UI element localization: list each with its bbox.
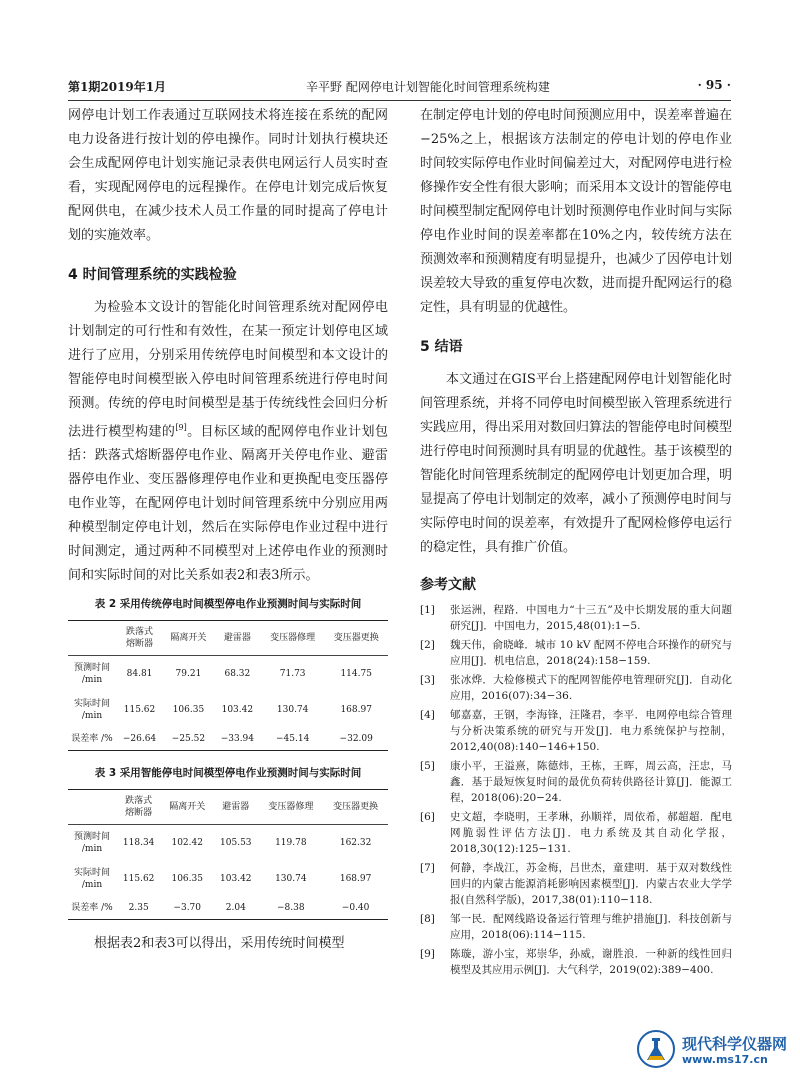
table-cell: 106.35 xyxy=(171,874,203,885)
right-column xyxy=(420,104,732,981)
reference-number: [7] xyxy=(420,862,435,874)
citation-9: [9] xyxy=(175,423,187,432)
section-4-text-a: 为检验本文设计的智能化时间管理系统对配网停电计划制定的可行性和有效性，在某一预定计划停电区域进行了应用，分别采用传统停电时间模型和本文设计的智能停电时间模型嵌入停电时间管理系统进行停电时间预测。传统的停电时间模型是基于传统线性会回归分析法进行模型构建的 xyxy=(68,300,388,440)
reference-number: [6] xyxy=(420,811,435,823)
row-label: 实际时间 /min xyxy=(73,868,110,891)
reference-number: [1] xyxy=(420,604,435,616)
table-cell: 118.34 xyxy=(122,838,155,849)
references-heading: 参考文献 xyxy=(420,577,476,593)
reference-text: 陈璇，游小宝，郑崇华，孙威，谢胜浪．一种新的线性回归模型及其应用示例[J]．大气科学，2019(02):389−400. xyxy=(450,948,732,976)
table-cell: 79.21 xyxy=(175,669,202,680)
table-cell: 102.42 xyxy=(171,838,203,849)
watermark-logo xyxy=(636,1029,800,1079)
table-cell: 114.75 xyxy=(340,669,372,680)
table-cell: 168.97 xyxy=(339,874,372,885)
reference-item xyxy=(420,707,732,755)
table-row xyxy=(68,861,388,897)
table-2-header-cell: 变压器修理 xyxy=(261,621,325,656)
reference-number: [3] xyxy=(420,674,435,686)
reference-item xyxy=(420,911,732,943)
table-cell: −25.52 xyxy=(163,728,214,751)
table-cell: 168.97 xyxy=(340,705,372,716)
table-cell: 115.62 xyxy=(123,705,156,716)
table-cell: −0.40 xyxy=(323,897,388,920)
reference-list xyxy=(420,602,732,978)
closing-paragraph: 根据表2和表3可以得出，采用传统时间模型 xyxy=(94,936,345,952)
watermark-name: 现代科学仪器网 xyxy=(682,1035,788,1053)
reference-text: 魏天伟，俞晓峰．城市 10 kV 配网不停电合环操作的研究与应用[J]．机电信息，2018(24):158−159. xyxy=(450,639,732,667)
table-cell: 106.35 xyxy=(172,705,205,716)
reference-item xyxy=(420,672,732,704)
reference-item xyxy=(420,946,732,978)
table-3-header-cell xyxy=(68,790,116,825)
reference-item xyxy=(420,637,732,669)
reference-number: [4] xyxy=(420,709,435,721)
header-rule xyxy=(68,100,731,101)
watermark-url: www.ms17.cn xyxy=(682,1053,768,1066)
table-cell: 130.74 xyxy=(275,874,307,885)
table-2 xyxy=(68,620,388,751)
table-2-header-cell: 避雷器 xyxy=(214,621,261,656)
running-header xyxy=(68,76,731,96)
table-3-header-cell: 避雷器 xyxy=(213,790,258,825)
reference-text: 史文超，李晓明，王孝琳，孙顺祥，周依希，郝超超．配电网脆弱性评估方法[J]．电力系统及其自动化学报，2018,30(12):125−131. xyxy=(450,811,732,855)
intro-paragraph: 网停电计划工作表通过互联网技术将连接在系统的配网电力设备进行按计划的停电操作。同时计划执行模块还会生成配网停电计划实施记录表供电网运行人员实时查看，实现配网停电的远程操作。在停电计划完成后恢复配网供电，在减少技术人员工作量的同时提高了停电计划的实施效率。 xyxy=(68,108,388,243)
table-cell: 71.73 xyxy=(279,669,306,680)
section-4-paragraph xyxy=(68,296,388,588)
table-cell: −26.64 xyxy=(116,728,163,751)
reference-number: [9] xyxy=(420,948,435,960)
reference-number: [2] xyxy=(420,639,435,651)
table-3-header-cell: 隔离开关 xyxy=(161,790,213,825)
reference-text: 张冰烨．大检修模式下的配网智能停电管理研究[J]．自动化应用，2016(07):34−36. xyxy=(450,674,732,702)
table-cell: 103.42 xyxy=(220,874,252,885)
reference-item xyxy=(420,809,732,857)
table-row xyxy=(68,692,388,728)
table-2-header-cell xyxy=(68,621,116,656)
table-row xyxy=(68,656,388,693)
reference-item xyxy=(420,860,732,908)
row-label: 预测时间 /min xyxy=(73,832,110,855)
table-cell: 119.78 xyxy=(275,838,307,849)
continued-paragraph: 在制定停电计划的停电时间预测应用中，误差率普遍在−25%之上，根据该方法制定的停电计划的停电作业时间较实际停电作业时间偏差过大，对配网停电进行检修操作安全性有很大影响；而采用本文设计的智能停电时间模型制定配网停电计划时预测停电作业时间与实际停电作业时间的误差率都在10%之内，较传统方法在预测效率和预测精度有明显提升，也减少了因停电计划误差较大导致的重复停电次数，进而提升配网运行的稳定性，具有明显的优越性。 xyxy=(420,108,733,315)
reference-number: [8] xyxy=(420,913,435,925)
section-5-paragraph: 本文通过在GIS平台上搭建配网停电计划智能化时间管理系统，并将不同停电时间模型嵌入管理系统进行实践应用，得出采用对数回归算法的智能停电时间模型进行停电时间预测时具有明显的优越性。基于该模型的智能化时间管理系统制定的配网停电计划更加合理，明显提高了停电计划制定的效率，减小了预测停电时间与实际停电时间的误差率，有效提升了配网检修停电运行的稳定性，具有推广价值。 xyxy=(420,372,733,555)
table-3 xyxy=(68,789,388,920)
left-column xyxy=(68,104,388,956)
reference-text: 郇嘉嘉，王钢，李海锋，汪隆君，李平．电网停电综合管理与分析决策系统的研究与开发[J]．电力系统保护与控制，2012,40(08):140−146+150. xyxy=(450,709,732,753)
table-cell: 2.35 xyxy=(116,897,161,920)
table-cell: −45.14 xyxy=(261,728,325,751)
table-3-header-cell: 变压器更换 xyxy=(323,790,388,825)
table-3-caption: 表 3 采用智能停电时间模型停电作业预测时间与实际时间 xyxy=(94,767,362,780)
table-2-caption: 表 2 采用传统停电时间模型停电作业预测时间与实际时间 xyxy=(94,598,362,611)
table-cell: −8.38 xyxy=(258,897,323,920)
reference-item xyxy=(420,758,732,806)
row-label: 误差率 /% xyxy=(68,728,116,751)
section-5-heading: 5 结语 xyxy=(420,339,463,355)
table-cell: 2.04 xyxy=(213,897,258,920)
reference-text: 何静，李战江，苏金梅，吕世杰，童建明．基于双对数线性回归的内蒙古能源消耗影响因素模型[J]．内蒙古农业大学学报(自然科学版)，2017,38(01):110−118. xyxy=(450,862,732,906)
page-number: · 95 · xyxy=(697,78,731,92)
issue-label: 第1期2019年1月 xyxy=(68,80,167,94)
table-3-header-cell: 变压器修理 xyxy=(258,790,323,825)
table-cell: 105.53 xyxy=(220,838,252,849)
table-2-header-row xyxy=(68,621,388,656)
reference-text: 张运洲，程路．中国电力“十三五”及中长期发展的重大问题研究[J]．中国电力，2015,48(01):1−5. xyxy=(450,604,732,632)
table-2-header-cell: 跌落式 熔断器 xyxy=(116,621,163,656)
table-row xyxy=(68,825,388,862)
table-cell: −33.94 xyxy=(214,728,261,751)
reference-text: 邹一民．配网线路设备运行管理与维护措施[J]．科技创新与应用，2018(06):114−115. xyxy=(450,913,732,941)
table-row xyxy=(68,728,388,751)
table-cell: −3.70 xyxy=(161,897,213,920)
table-cell: 84.81 xyxy=(126,669,153,680)
table-3-header-cell: 跌落式 熔断器 xyxy=(116,790,161,825)
flask-logo-icon xyxy=(636,1029,676,1069)
row-label: 误差率 /% xyxy=(68,897,116,920)
section-4-heading: 4 时间管理系统的实践检验 xyxy=(68,267,237,283)
section-4-text-b: 。目标区域的配网停电作业计划包括：跌落式熔断器停电作业、隔离开关停电作业、避雷器停电作业、变压器修理停电作业和更换配电变压器停电作业等，在配网停电计划时间管理系统中分别应用两种模型制定停电计划，然后在实际停电作业过程中进行时间测定，通过两种不同模型对上述停电作业的预测时间和实际时间的对比关系如表2和表3所示。 xyxy=(68,424,388,584)
table-cell: 103.42 xyxy=(221,705,254,716)
row-label: 实际时间 /min xyxy=(73,699,110,722)
table-cell: 162.32 xyxy=(339,838,372,849)
reference-item xyxy=(420,602,732,634)
table-2-header-cell: 隔离开关 xyxy=(163,621,214,656)
row-label: 预测时间 /min xyxy=(73,663,110,686)
table-cell: −32.09 xyxy=(324,728,388,751)
reference-number: [5] xyxy=(420,760,435,772)
reference-text: 康小平，王溢熹，陈德炜，王栋，王晖，周云高，汪忠，马鑫．基于最短恢复时间的最优负荷转供路径计算[J]．能源工程，2018(06):20−24. xyxy=(450,760,732,804)
table-row xyxy=(68,897,388,920)
table-cell: 68.32 xyxy=(224,669,251,680)
author-title-header: 辛平野 配网停电计划智能化时间管理系统构建 xyxy=(306,80,550,94)
table-3-header-row xyxy=(68,790,388,825)
table-cell: 115.62 xyxy=(122,874,155,885)
table-2-header-cell: 变压器更换 xyxy=(324,621,388,656)
table-cell: 130.74 xyxy=(276,705,309,716)
